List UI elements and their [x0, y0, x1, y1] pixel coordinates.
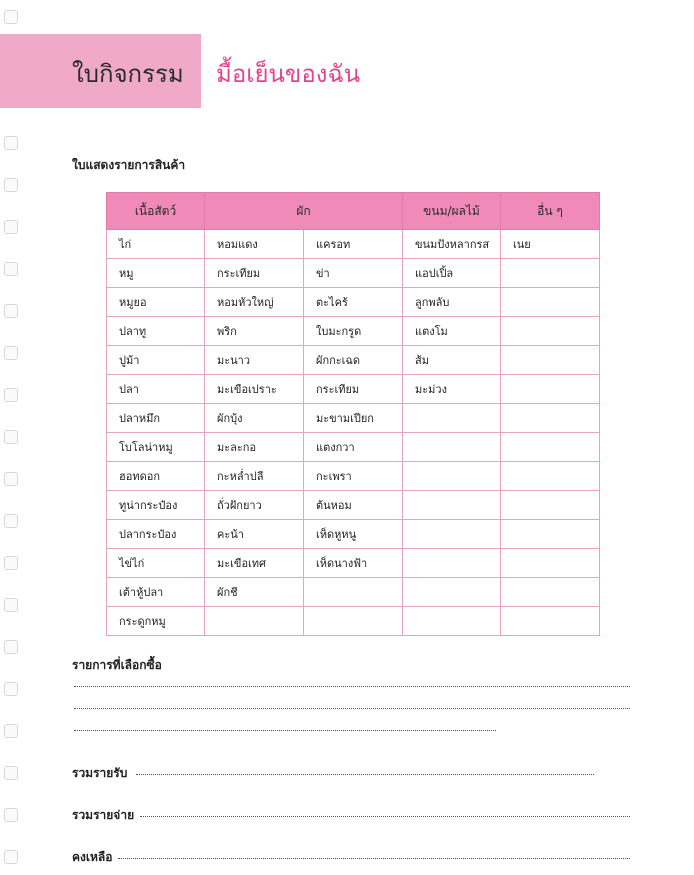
- column-header-others: อื่น ๆ: [501, 193, 600, 230]
- table-cell: [403, 462, 501, 491]
- table-cell: มะม่วง: [403, 375, 501, 404]
- notebook-binding: [0, 0, 22, 875]
- table-row: [107, 578, 600, 607]
- table-cell: [501, 404, 600, 433]
- table-cell: คะน้า: [205, 520, 304, 549]
- table-row: [107, 549, 600, 578]
- table-cell: กระเทียม: [205, 259, 304, 288]
- table-cell: ต้นหอม: [304, 491, 403, 520]
- column-header-meat: เนื้อสัตว์: [107, 193, 205, 230]
- table-cell: กระดูกหมู: [107, 607, 205, 636]
- table-cell: [501, 288, 600, 317]
- balance-label: คงเหลือ: [72, 850, 113, 864]
- column-header-vegetables: ผัก: [205, 193, 403, 230]
- binding-hole: [4, 178, 18, 192]
- table-cell: มะนาว: [205, 346, 304, 375]
- table-cell: [501, 259, 600, 288]
- table-row: [107, 433, 600, 462]
- table-row: [107, 404, 600, 433]
- table-cell: มะเขือเปราะ: [205, 375, 304, 404]
- table-cell: หมู: [107, 259, 205, 288]
- table-cell: [501, 578, 600, 607]
- table-row: [107, 607, 600, 636]
- binding-hole: [4, 808, 18, 822]
- binding-hole: [4, 346, 18, 360]
- binding-hole: [4, 136, 18, 150]
- table-cell: หอมแดง: [205, 230, 304, 259]
- table-cell: ถั่วฝักยาว: [205, 491, 304, 520]
- table-cell: มะเขือเทศ: [205, 549, 304, 578]
- table-cell: ปลากระป๋อง: [107, 520, 205, 549]
- total-expense-label: รวมรายจ่าย: [72, 808, 135, 822]
- binding-hole: [4, 724, 18, 738]
- product-list-heading: ใบแสดงรายการสินค้า: [72, 158, 186, 172]
- table-cell: ไก่: [107, 230, 205, 259]
- total-income-line[interactable]: [136, 774, 594, 775]
- table-row: [107, 346, 600, 375]
- table-row: [107, 520, 600, 549]
- table-cell: [403, 404, 501, 433]
- table-cell: ผักกะเฉด: [304, 346, 403, 375]
- product-table: [106, 192, 600, 636]
- table-cell: [501, 549, 600, 578]
- binding-hole: [4, 10, 18, 24]
- table-cell: มะขามเปียก: [304, 404, 403, 433]
- binding-hole: [4, 640, 18, 654]
- table-cell: [403, 549, 501, 578]
- table-cell: เต้าหู้ปลา: [107, 578, 205, 607]
- table-cell: แตงกวา: [304, 433, 403, 462]
- table-cell: ผักชี: [205, 578, 304, 607]
- table-cell: [403, 607, 501, 636]
- table-cell: [501, 317, 600, 346]
- table-cell: ส้ม: [403, 346, 501, 375]
- binding-hole: [4, 682, 18, 696]
- table-cell: ปูม้า: [107, 346, 205, 375]
- binding-hole: [4, 472, 18, 486]
- table-cell: ผักบุ้ง: [205, 404, 304, 433]
- binding-hole: [4, 598, 18, 612]
- table-cell: [403, 491, 501, 520]
- table-cell: ใบมะกรูด: [304, 317, 403, 346]
- balance-line[interactable]: [118, 858, 630, 859]
- table-cell: [501, 433, 600, 462]
- table-cell: [501, 346, 600, 375]
- table-cell: หอมหัวใหญ่: [205, 288, 304, 317]
- binding-hole: [4, 262, 18, 276]
- table-cell: [501, 607, 600, 636]
- binding-hole: [4, 430, 18, 444]
- table-cell: กระเทียม: [304, 375, 403, 404]
- binding-hole: [4, 304, 18, 318]
- binding-hole: [4, 766, 18, 780]
- binding-hole: [4, 220, 18, 234]
- column-header-snacks-fruit: ขนม/ผลไม้: [403, 193, 501, 230]
- table-cell: เนย: [501, 230, 600, 259]
- table-cell: ตะไคร้: [304, 288, 403, 317]
- table-cell: พริก: [205, 317, 304, 346]
- table-cell: [501, 375, 600, 404]
- table-cell: แครอท: [304, 230, 403, 259]
- table-row: [107, 375, 600, 404]
- table-cell: ไข่ไก่: [107, 549, 205, 578]
- table-cell: เห็ดนางฟ้า: [304, 549, 403, 578]
- binding-hole: [4, 850, 18, 864]
- table-row: [107, 491, 600, 520]
- table-cell: ปลาหมึก: [107, 404, 205, 433]
- total-expense-line[interactable]: [140, 816, 630, 817]
- table-cell: [403, 433, 501, 462]
- table-cell: [304, 578, 403, 607]
- table-cell: [403, 578, 501, 607]
- table-cell: แตงโม: [403, 317, 501, 346]
- binding-hole: [4, 514, 18, 528]
- table-cell: ขนมปังหลากรส: [403, 230, 501, 259]
- total-income-label: รวมรายรับ: [72, 766, 128, 780]
- table-cell: ฮอทดอก: [107, 462, 205, 491]
- table-cell: ข่า: [304, 259, 403, 288]
- table-cell: เห็ดหูหนู: [304, 520, 403, 549]
- table-cell: [304, 607, 403, 636]
- table-cell: [403, 520, 501, 549]
- binding-hole: [4, 388, 18, 402]
- table-row: [107, 462, 600, 491]
- table-cell: [501, 462, 600, 491]
- table-cell: โบโลน่าหมู: [107, 433, 205, 462]
- purchase-line[interactable]: [74, 686, 630, 687]
- table-cell: แอปเปิ้ล: [403, 259, 501, 288]
- table-row: [107, 288, 600, 317]
- table-row: [107, 317, 600, 346]
- binding-hole: [4, 556, 18, 570]
- page-subtitle: มื้อเย็นของฉัน: [216, 60, 361, 88]
- table-cell: หมูยอ: [107, 288, 205, 317]
- table-cell: ทูน่ากระป๋อง: [107, 491, 205, 520]
- table-cell: มะละกอ: [205, 433, 304, 462]
- page-title: ใบกิจกรรม: [72, 60, 184, 88]
- table-row: [107, 259, 600, 288]
- table-row: [107, 230, 600, 259]
- table-cell: กะหล่ำปลี: [205, 462, 304, 491]
- table-cell: ปลาทู: [107, 317, 205, 346]
- table-cell: ปลา: [107, 375, 205, 404]
- table-cell: ลูกพลับ: [403, 288, 501, 317]
- purchase-list-heading: รายการที่เลือกซื้อ: [72, 658, 162, 672]
- table-cell: [501, 491, 600, 520]
- table-header-row: [107, 193, 600, 230]
- purchase-line[interactable]: [74, 730, 496, 731]
- table-cell: [501, 520, 600, 549]
- purchase-line[interactable]: [74, 708, 630, 709]
- table-cell: กะเพรา: [304, 462, 403, 491]
- table-cell: [205, 607, 304, 636]
